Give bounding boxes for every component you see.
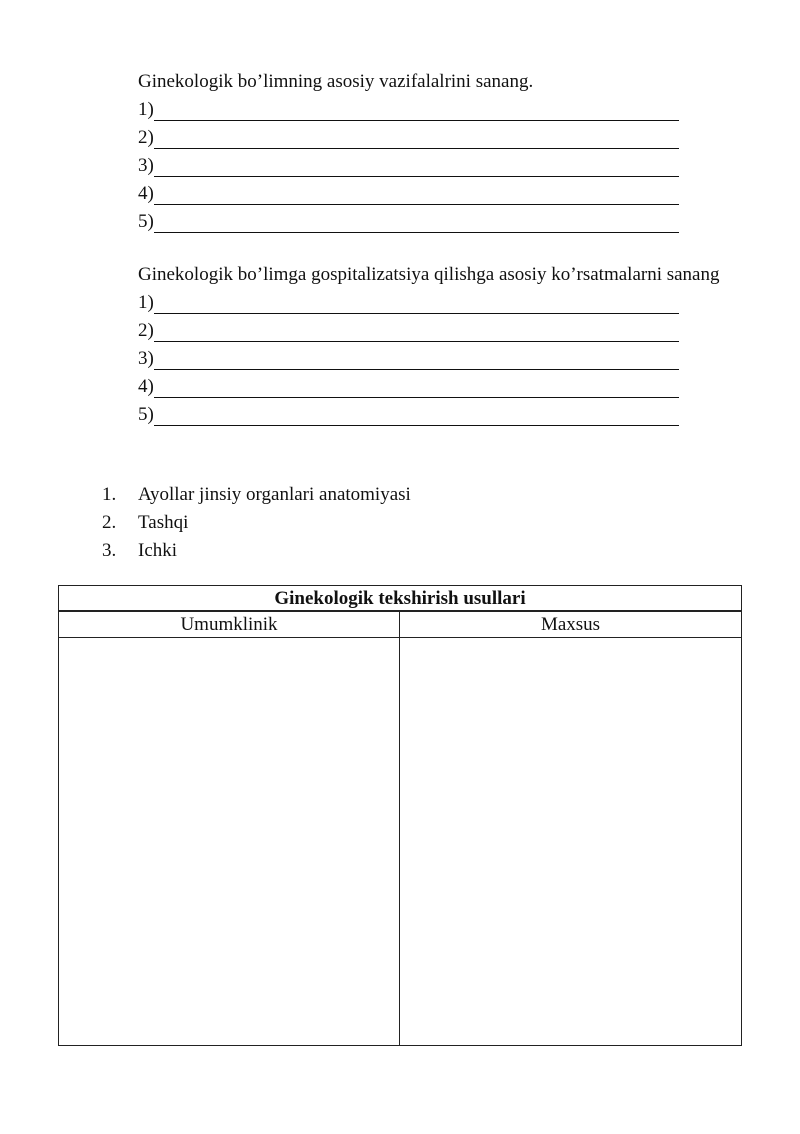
section-duties-prompt: Ginekologik bo’limning asosiy vazifalalrini sanang. xyxy=(138,71,534,92)
answer-number: 1) xyxy=(138,292,154,313)
section-hospitalization xyxy=(138,261,738,429)
answer-line[interactable] xyxy=(138,124,738,152)
answer-rule xyxy=(154,377,679,398)
answer-line[interactable] xyxy=(138,180,738,208)
answer-number: 5) xyxy=(138,404,154,425)
answer-number: 3) xyxy=(138,155,154,176)
column-header-special: Maxsus xyxy=(540,614,601,635)
answer-line[interactable] xyxy=(138,373,738,401)
table-title: Ginekologik tekshirish usullari xyxy=(59,586,741,612)
list-item xyxy=(102,481,411,509)
answer-rule xyxy=(154,184,679,205)
list-item xyxy=(102,509,411,537)
answer-line[interactable] xyxy=(138,208,738,236)
list-item-marker: 2. xyxy=(102,512,117,533)
answer-number: 4) xyxy=(138,183,154,204)
answer-line[interactable] xyxy=(138,289,738,317)
general-methods-cell[interactable] xyxy=(59,638,400,1046)
section-hospitalization-prompt: Ginekologik bo’limga gospitalizatsiya qilishga asosiy ko’rsatmalarni sanang xyxy=(138,264,720,285)
answer-rule xyxy=(154,405,679,426)
table-header-row xyxy=(59,612,741,638)
list-item-text: Ayollar jinsiy organlari anatomiyasi xyxy=(138,484,411,505)
answer-rule xyxy=(154,321,679,342)
column-header-general: Umumklinik xyxy=(59,612,400,637)
answer-number: 5) xyxy=(138,211,154,232)
answer-number: 2) xyxy=(138,127,154,148)
table-body-row xyxy=(59,638,741,1046)
answer-rule xyxy=(154,156,679,177)
answer-rule xyxy=(154,100,679,121)
anatomy-list xyxy=(102,481,411,565)
list-item-marker: 1. xyxy=(102,484,117,505)
list-item xyxy=(102,537,411,565)
section-duties xyxy=(138,68,738,236)
answer-number: 3) xyxy=(138,348,154,369)
answer-rule xyxy=(154,128,679,149)
answer-line[interactable] xyxy=(138,152,738,180)
answer-line[interactable] xyxy=(138,345,738,373)
answer-rule xyxy=(154,349,679,370)
answer-line[interactable] xyxy=(138,96,738,124)
answer-line[interactable] xyxy=(138,401,738,429)
list-item-text: Ichki xyxy=(138,540,178,561)
answer-number: 1) xyxy=(138,99,154,120)
answer-rule xyxy=(154,212,679,233)
answer-number: 2) xyxy=(138,320,154,341)
list-item-marker: 3. xyxy=(102,540,117,561)
answer-number: 4) xyxy=(138,376,154,397)
answer-line[interactable] xyxy=(138,317,738,345)
examination-methods-table xyxy=(58,585,742,1046)
answer-rule xyxy=(154,293,679,314)
special-methods-cell[interactable] xyxy=(400,638,741,1046)
list-item-text: Tashqi xyxy=(138,512,189,533)
